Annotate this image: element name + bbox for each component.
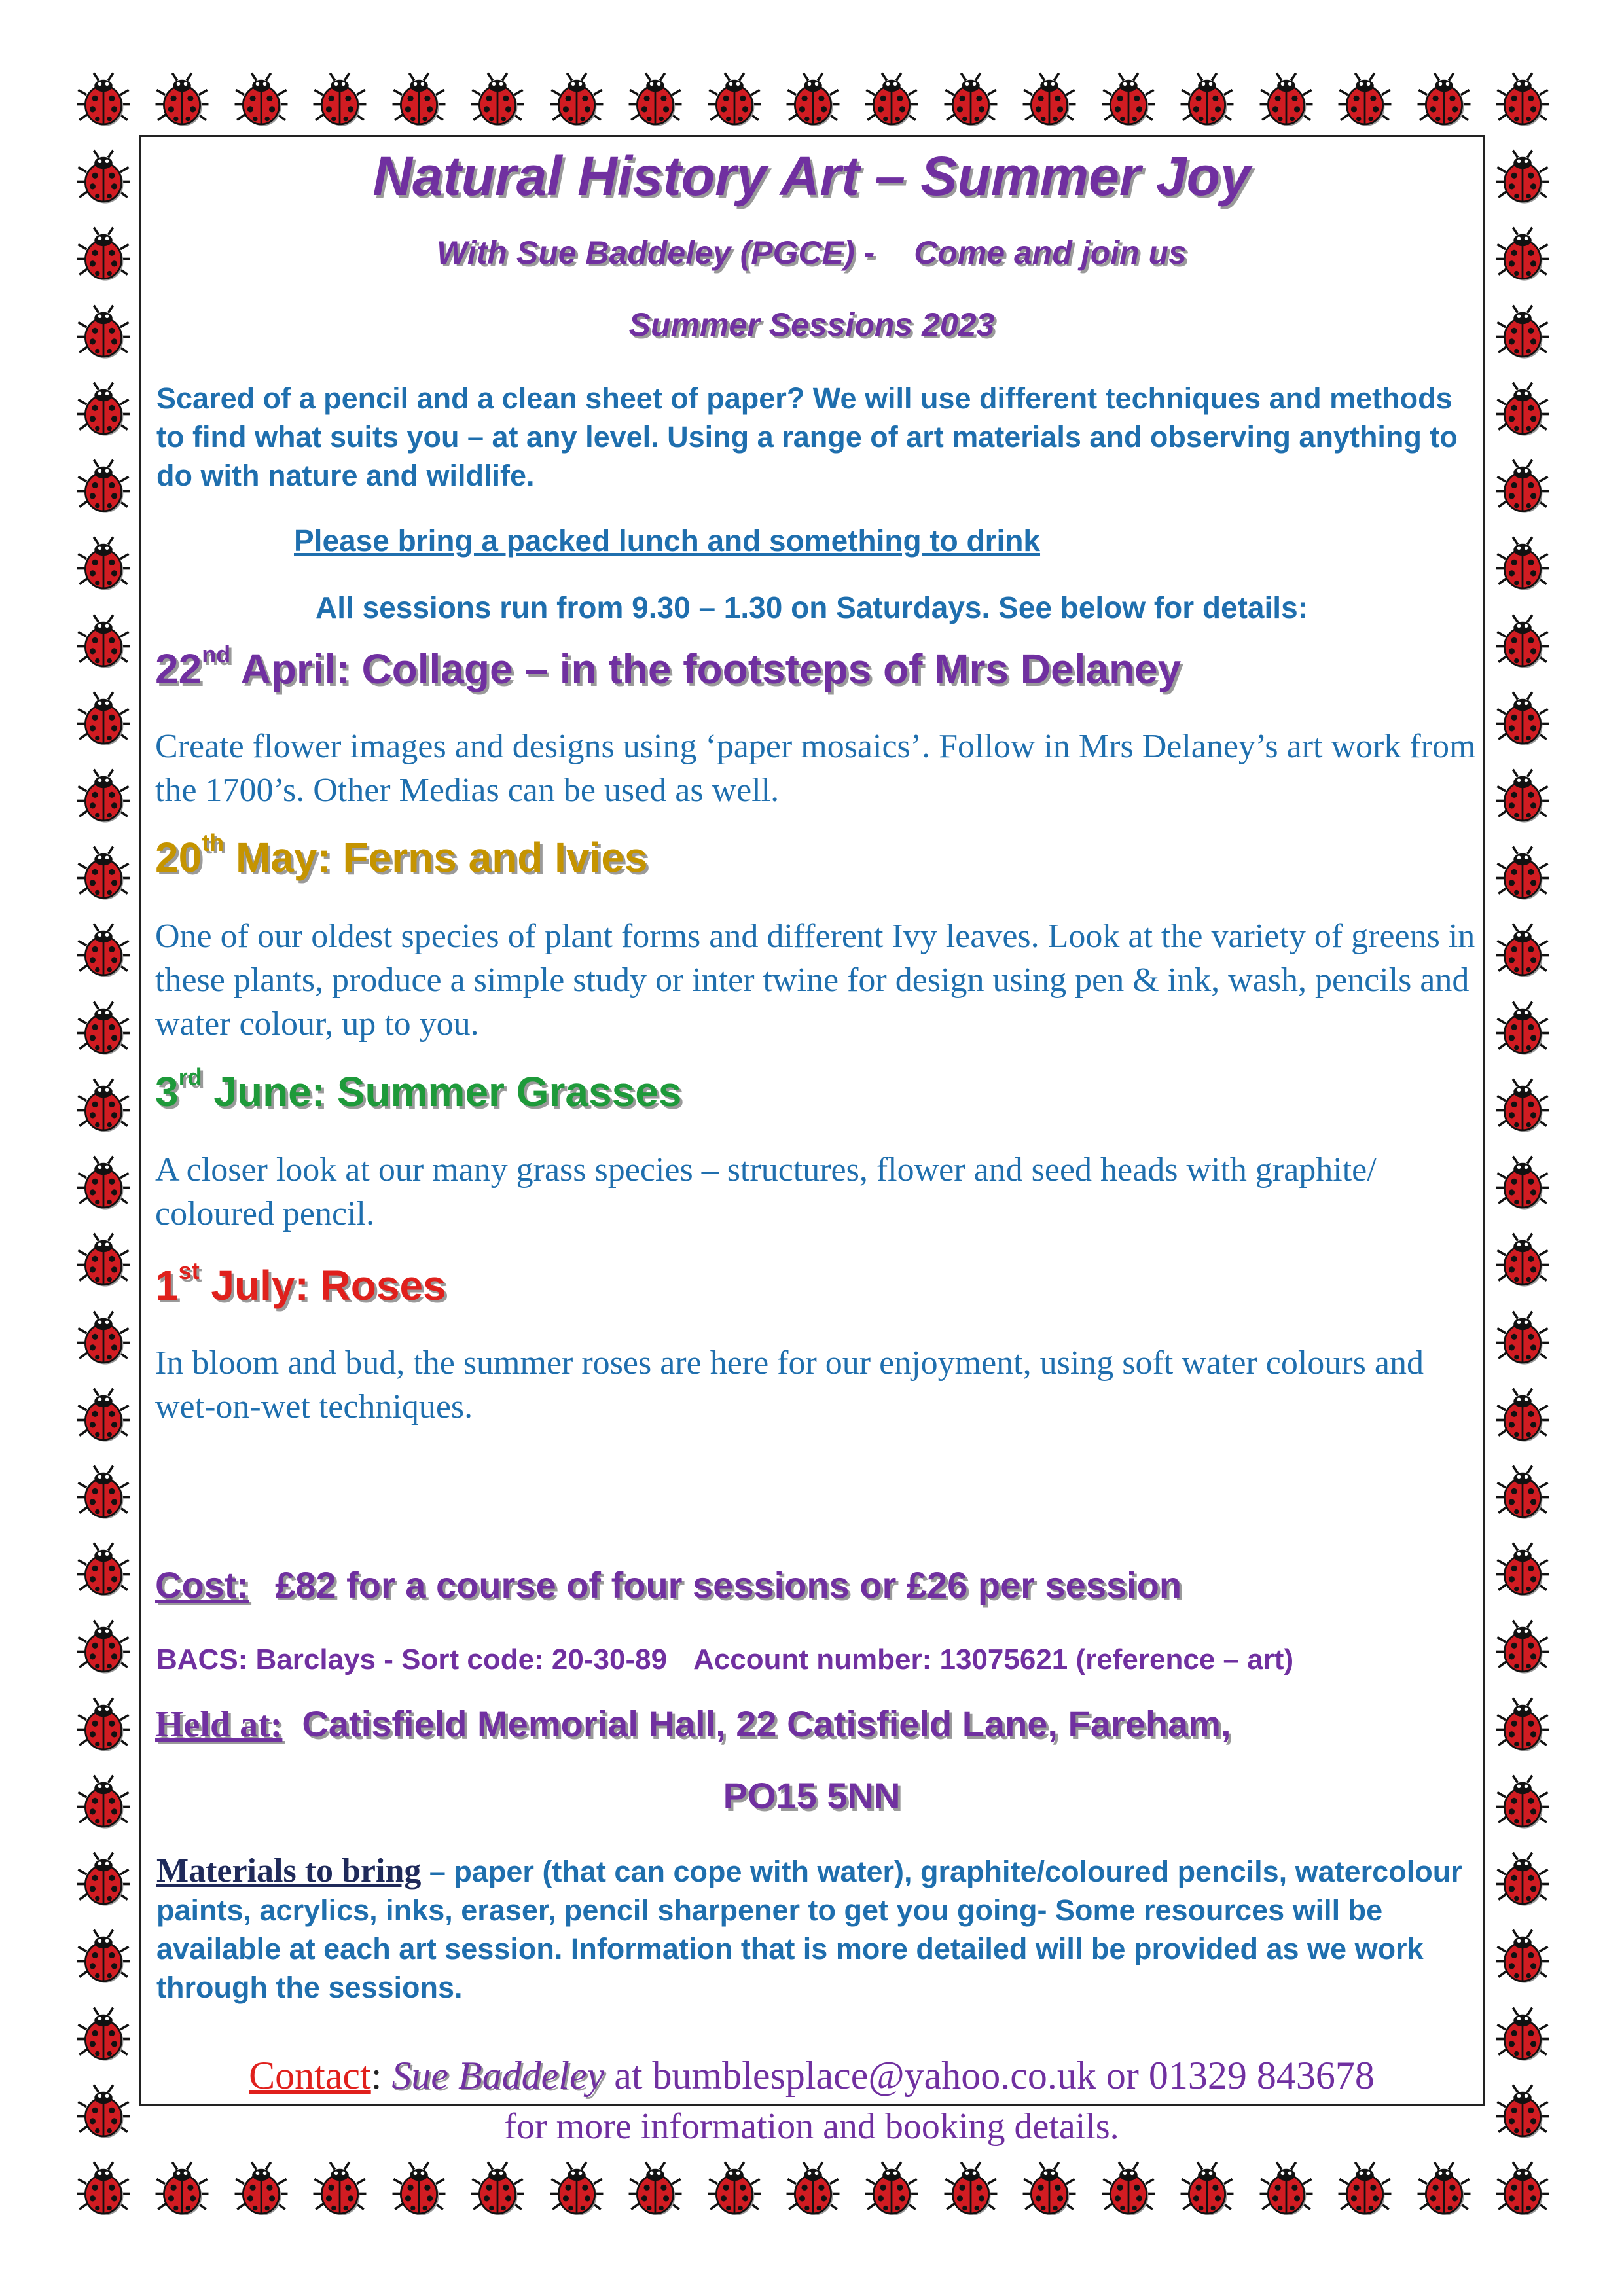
ladybird-icon xyxy=(547,71,607,131)
ladybird-icon xyxy=(73,2083,134,2143)
ladybird-icon xyxy=(1492,303,1553,363)
cost-line xyxy=(155,1564,1182,1606)
ladybird-icon xyxy=(389,71,449,131)
cost-label: Cost: xyxy=(155,1564,249,1605)
ladybird-icon xyxy=(73,1696,134,1756)
ladybird-icon xyxy=(1492,2160,1553,2220)
session-heading: 22nd April: Collage – in the footsteps of Mrs Delaney xyxy=(155,641,1182,692)
materials-label: Materials to bring xyxy=(156,1852,422,1890)
ladybird-icon xyxy=(783,2160,843,2220)
ladybird-icon xyxy=(1335,71,1395,131)
ladybird-icon xyxy=(73,303,134,363)
ladybird-icon xyxy=(941,2160,1001,2220)
intro-text: Scared of a pencil and a clean sheet of paper? We will use different techniques and methods to find what suits you – at any level. Using a range of art materials and observing anything to do with nature and wildlife. xyxy=(156,382,1458,492)
session-heading: 1st July: Roses xyxy=(155,1257,446,1309)
ladybird-icon xyxy=(783,71,843,131)
ladybird-icon xyxy=(1492,2005,1553,2066)
session-heading: 20th May: Ferns and Ivies xyxy=(155,829,648,881)
materials-text: Materials to bring – paper (that can cope with water), graphite/coloured pencils, watercolour paints, acrylics, inks, eraser, pencil sharpener to get you going- Some resources will be available at each art session. Information that is more detailed will be provided as we work through the sessions. xyxy=(156,1852,1462,2004)
ladybird-icon xyxy=(73,922,134,982)
ladybird-icon xyxy=(467,71,528,131)
ladybird-icon xyxy=(73,1309,134,1369)
ladybird-icon xyxy=(1414,71,1474,131)
ladybird-icon xyxy=(1492,1696,1553,1756)
ladybird-icon xyxy=(1414,2160,1474,2220)
page-title: Natural History Art – Summer Joy xyxy=(372,145,1251,207)
ladybird-icon xyxy=(152,71,212,131)
ladybird-icon xyxy=(861,71,922,131)
ladybird-icon xyxy=(1492,844,1553,905)
ladybird-icon xyxy=(1492,1309,1553,1369)
times-note: All sessions run from 9.30 – 1.30 on Saturdays. See below for details: xyxy=(316,590,1308,624)
ladybird-icon xyxy=(1098,2160,1159,2220)
ladybird-icon xyxy=(310,71,370,131)
ladybird-icon xyxy=(625,2160,685,2220)
venue-postcode: PO15 5NN xyxy=(723,1775,901,1816)
contact-more: for more information and booking details. xyxy=(504,2106,1119,2147)
ladybird-icon xyxy=(1019,2160,1079,2220)
ladybird-icon xyxy=(941,71,1001,131)
ladybird-icon xyxy=(1019,71,1079,131)
ladybird-icon xyxy=(1492,1463,1553,1524)
ladybird-icon xyxy=(1177,71,1237,131)
ladybird-icon xyxy=(73,1618,134,1678)
ladybird-icon xyxy=(73,1154,134,1214)
cost-value: £82 for a course of four sessions or £26 per session xyxy=(275,1564,1182,1605)
ladybird-icon xyxy=(1492,148,1553,208)
ladybird-icon xyxy=(1098,71,1159,131)
contact-line: Contact: Sue Baddeley at bumblesplace@yahoo.co.uk or 01329 843678 xyxy=(249,2054,1375,2097)
ladybird-icon xyxy=(73,225,134,285)
ladybird-icon xyxy=(73,1386,134,1446)
ladybird-icon xyxy=(704,71,765,131)
ladybird-icon xyxy=(1492,1077,1553,1137)
ladybird-icon xyxy=(73,2005,134,2066)
ladybird-icon xyxy=(1335,2160,1395,2220)
ladybird-icon xyxy=(1492,1773,1553,1833)
session-heading: 3rd June: Summer Grasses xyxy=(155,1064,682,1115)
ladybird-icon xyxy=(73,844,134,905)
ladybird-icon xyxy=(231,71,291,131)
ladybird-icon xyxy=(1177,2160,1237,2220)
ladybird-icon xyxy=(1492,1850,1553,1910)
ladybird-icon xyxy=(1492,999,1553,1060)
ladybird-icon xyxy=(231,2160,291,2220)
ladybird-icon xyxy=(310,2160,370,2220)
ladybird-icon xyxy=(73,1231,134,1291)
ladybird-icon xyxy=(73,380,134,440)
ladybird-icon xyxy=(73,1850,134,1910)
ladybird-icon xyxy=(1492,1386,1553,1446)
ladybird-icon xyxy=(73,1928,134,1988)
ladybird-icon xyxy=(73,1541,134,1601)
ladybird-icon xyxy=(152,2160,212,2220)
bank-details: BACS: Barclays - Sort code: 20-30-89 Account number: 13075621 (reference – art) xyxy=(156,1643,1294,1676)
subtitle-invite: Come and join us xyxy=(914,234,1187,271)
ladybird-icon xyxy=(1492,71,1553,131)
ladybird-icon xyxy=(625,71,685,131)
ladybird-icon xyxy=(73,535,134,595)
ladybird-icon xyxy=(1492,457,1553,518)
ladybird-icon xyxy=(1256,71,1316,131)
venue-address: Catisfield Memorial Hall, 22 Catisfield Lane, Fareham, xyxy=(302,1703,1231,1744)
ladybird-icon xyxy=(73,767,134,827)
ladybird-icon xyxy=(1492,1928,1553,1988)
ladybird-icon xyxy=(1492,380,1553,440)
contact-label: Contact xyxy=(249,2054,371,2097)
venue-line xyxy=(155,1702,1231,1746)
season-heading: Summer Sessions 2023 xyxy=(628,306,995,343)
contact-details[interactable]: at bumblesplace@yahoo.co.uk or 01329 843678 xyxy=(604,2054,1375,2097)
ladybird-icon xyxy=(1492,1154,1553,1214)
ladybird-icon xyxy=(1256,2160,1316,2220)
ladybird-icon xyxy=(547,2160,607,2220)
ladybird-icon xyxy=(73,1077,134,1137)
ladybird-icon xyxy=(1492,767,1553,827)
venue-label: Held at: xyxy=(155,1704,283,1745)
subtitle xyxy=(141,234,1483,272)
ladybird-icon xyxy=(1492,690,1553,750)
contact-name: Sue Baddeley xyxy=(391,2054,605,2097)
ladybird-icon xyxy=(467,2160,528,2220)
session-description: In bloom and bud, the summer roses are here for our enjoyment, using soft water colours and wet-on-wet techniques. xyxy=(155,1344,1424,1426)
ladybird-icon xyxy=(1492,922,1553,982)
ladybird-icon xyxy=(73,1773,134,1833)
ladybird-icon xyxy=(73,457,134,518)
ladybird-icon xyxy=(1492,1541,1553,1601)
ladybird-icon xyxy=(73,999,134,1060)
ladybird-icon xyxy=(704,2160,765,2220)
ladybird-icon xyxy=(1492,1231,1553,1291)
ladybird-icon xyxy=(1492,2083,1553,2143)
ladybird-icon xyxy=(861,2160,922,2220)
ladybird-icon xyxy=(73,71,134,131)
ladybird-icon xyxy=(73,148,134,208)
ladybird-icon xyxy=(1492,225,1553,285)
ladybird-icon xyxy=(73,2160,134,2220)
subtitle-tutor: With Sue Baddeley (PGCE) - xyxy=(437,234,875,271)
session-description: Create flower images and designs using ‘paper mosaics’. Follow in Mrs Delaney’s art work from the 1700’s. Other Medias can be used as well. xyxy=(155,728,1476,809)
ladybird-icon xyxy=(73,1463,134,1524)
ladybird-icon xyxy=(73,613,134,673)
ladybird-icon xyxy=(389,2160,449,2220)
lunch-note: Please bring a packed lunch and something to drink xyxy=(294,524,1041,558)
session-description: One of our oldest species of plant forms and different Ivy leaves. Look at the variety of greens in these plants, produce a simple study or inter twine for design using pen & ink, wash, pencils and water colour, up to you. xyxy=(155,918,1475,1043)
session-description: A closer look at our many grass species – structures, flower and seed heads with graphite/ coloured pencil. xyxy=(155,1151,1377,1232)
flyer-frame xyxy=(139,135,1485,2147)
ladybird-icon xyxy=(73,690,134,750)
ladybird-icon xyxy=(1492,535,1553,595)
ladybird-icon xyxy=(1492,1618,1553,1678)
ladybird-icon xyxy=(1492,613,1553,673)
